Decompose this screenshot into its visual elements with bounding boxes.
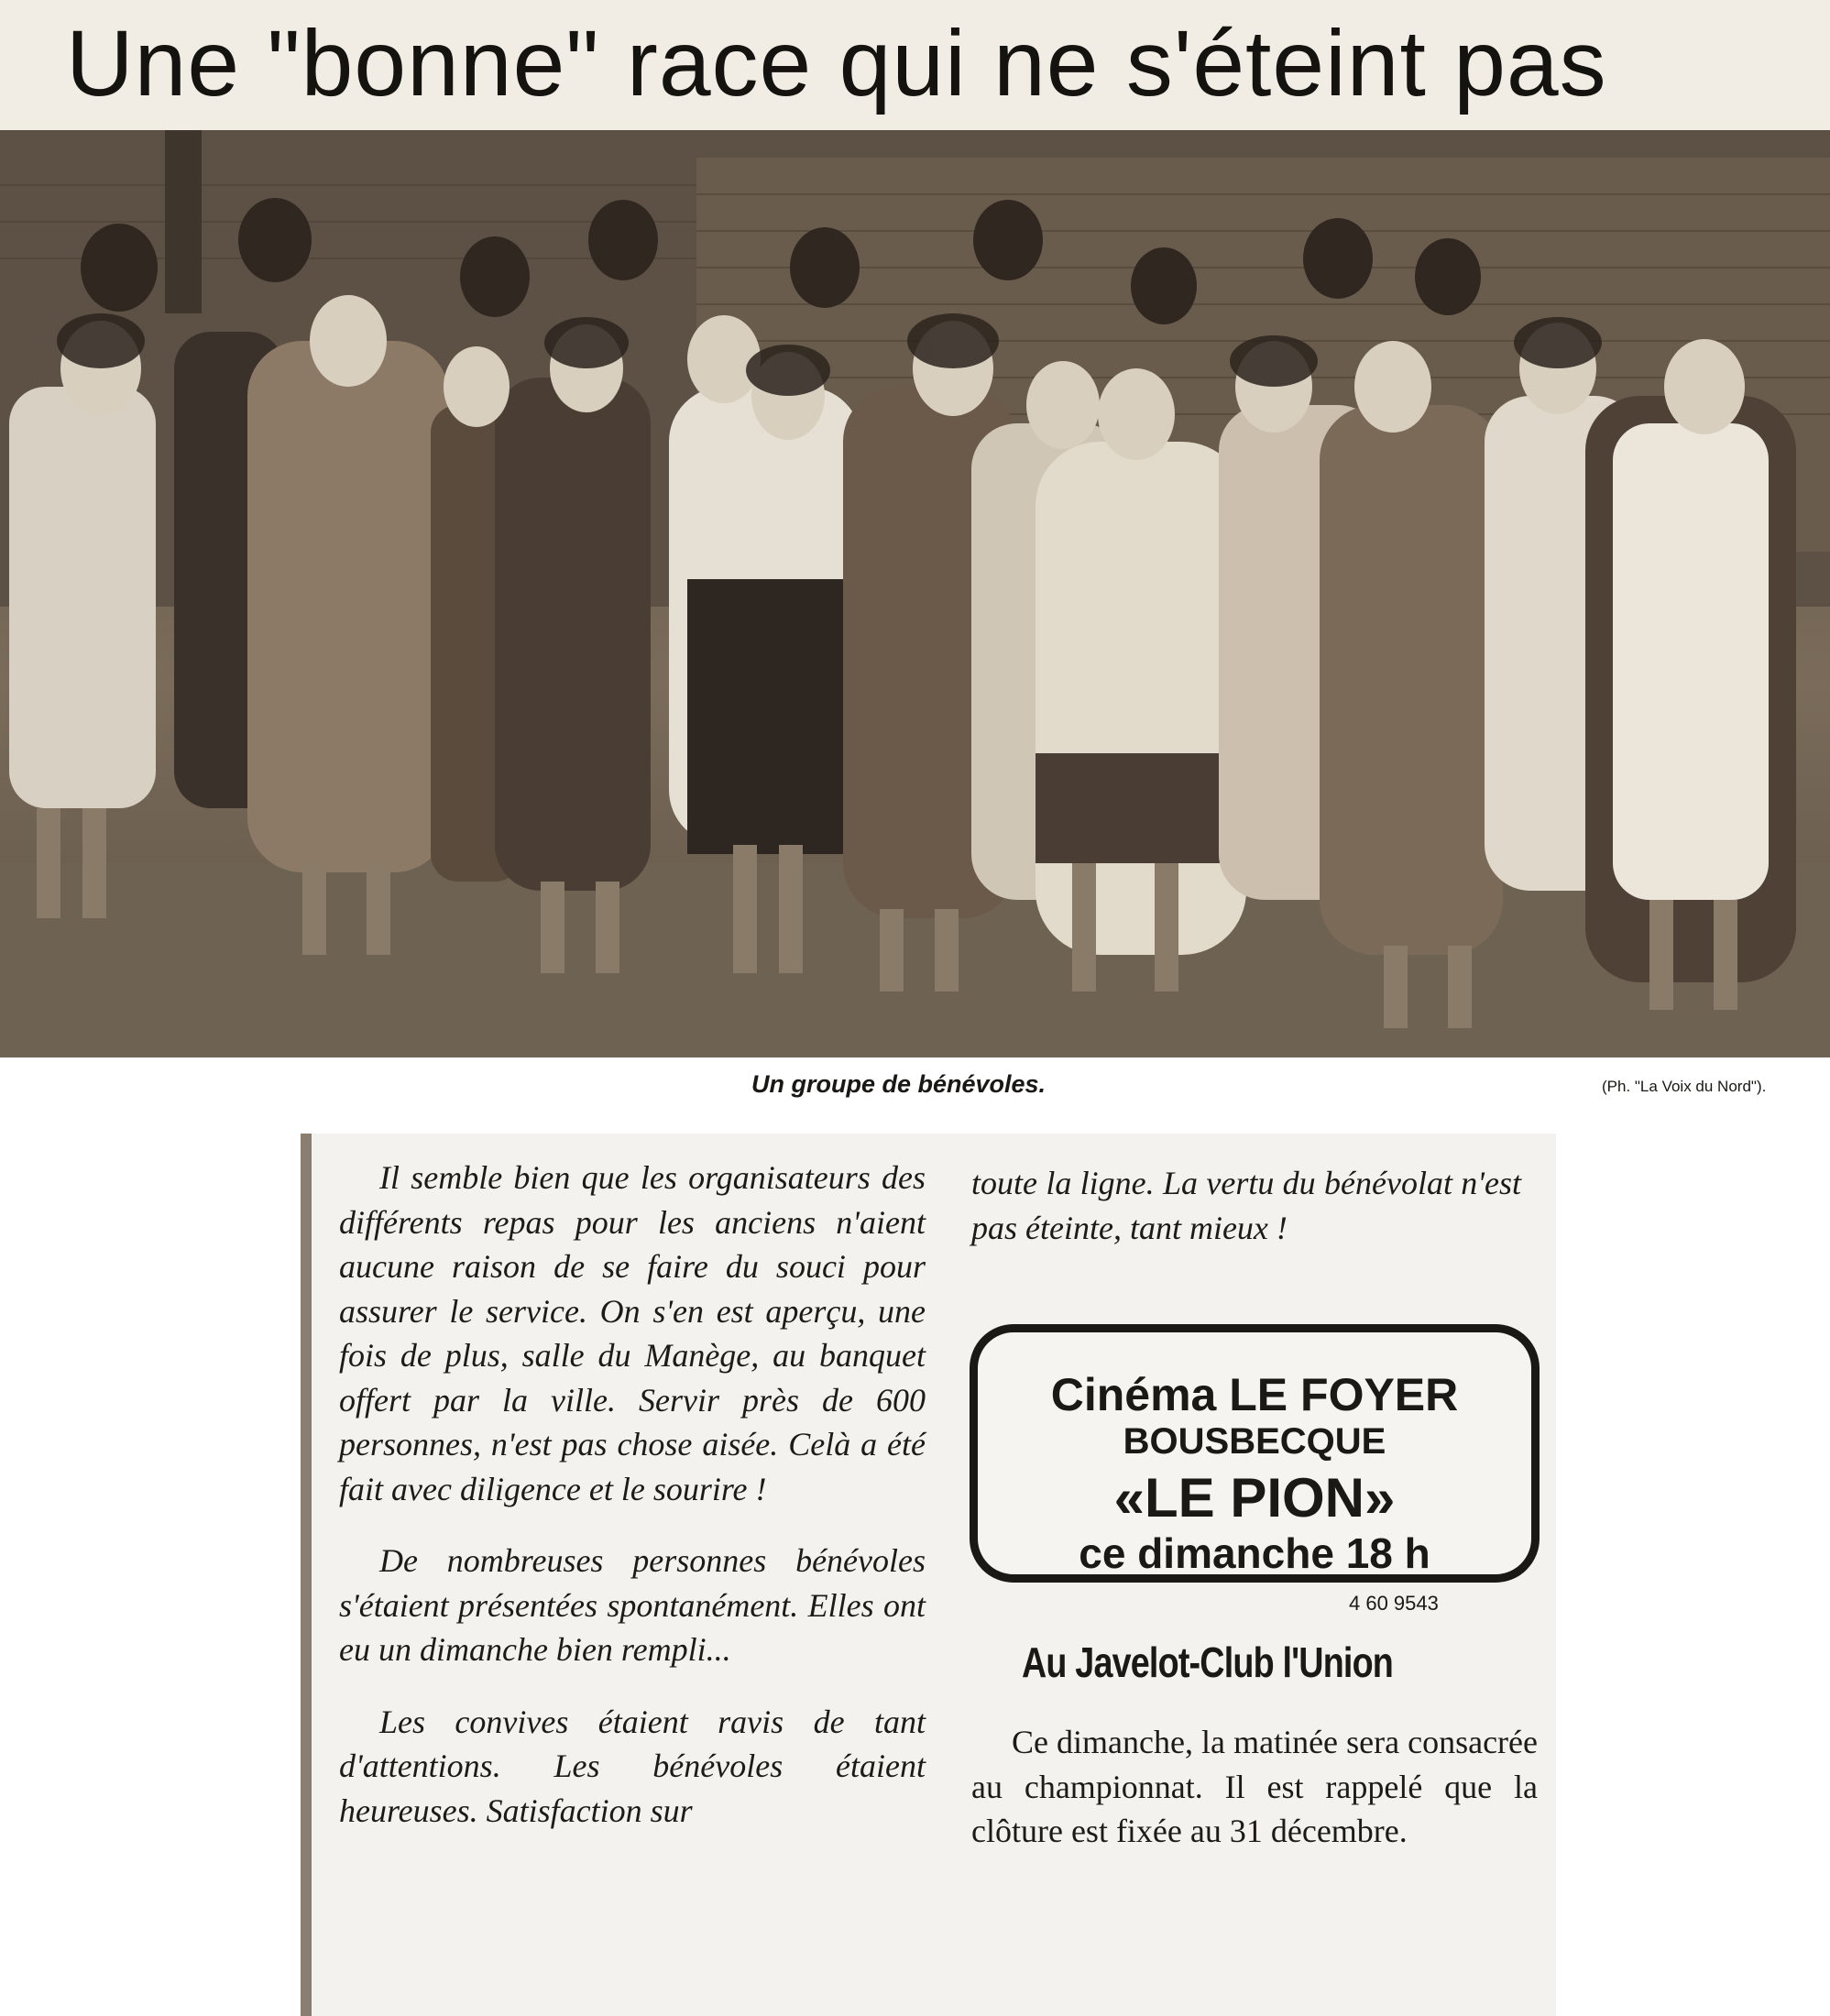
ad-cinema-name: Cinéma LE FOYER <box>1050 1369 1459 1420</box>
photo-caption: Un groupe de bénévoles. <box>751 1070 1046 1098</box>
brief-title: Au Javelot-Club l'Union <box>1022 1638 1394 1686</box>
article-paragraph: Il semble bien que les organisateurs des différents repas pour les anciens n'aient aucune raison de se faire du souci pour assurer le service. On s'en est aperçu, une fois de plus, salle du Manège, au banquet offert par la ville. Servir près de 600 personnes, n'est pas chose aisée. Celà a été fait avec diligence et le sourire ! <box>339 1159 926 1507</box>
article-right-column <box>971 1161 1521 1277</box>
article-continuation: toute la ligne. La vertu du bénévolat n'est pas éteinte, tant mieux ! <box>971 1165 1521 1246</box>
photo-caption-row <box>0 1057 1830 1112</box>
ad-film-title: «LE PION» <box>1113 1467 1396 1528</box>
photo-credit: (Ph. "La Voix du Nord"). <box>1602 1078 1767 1095</box>
brief-body <box>971 1720 1538 1854</box>
ad-showtime: ce dimanche 18 h <box>1079 1529 1430 1577</box>
ad-town: BOUSBECQUE <box>1123 1421 1386 1462</box>
article-paragraph: Les convives étaient ravis de tant d'attentions. Les bénévoles étaient heureuses. Satisfaction sur <box>339 1703 926 1829</box>
photo-illustration <box>0 130 1830 1057</box>
group-photo <box>0 130 1830 1057</box>
brief-paragraph: Ce dimanche, la matinée sera consacrée au championnat. Il est rappelé que la clôture est fixée au 31 décembre. <box>971 1724 1538 1849</box>
cinema-advertisement <box>970 1324 1540 1583</box>
headline: Une "bonne" race qui ne s'éteint pas <box>66 11 1607 115</box>
article-paragraph: De nombreuses personnes bénévoles s'étaient présentées spontanément. Elles ont eu un dimanche bien rempli... <box>339 1542 926 1668</box>
ad-reference-number: 4 60 9543 <box>1349 1592 1439 1615</box>
article-clipping <box>301 1134 1556 2016</box>
article-left-column <box>339 1156 926 1860</box>
headline-band <box>0 0 1830 133</box>
